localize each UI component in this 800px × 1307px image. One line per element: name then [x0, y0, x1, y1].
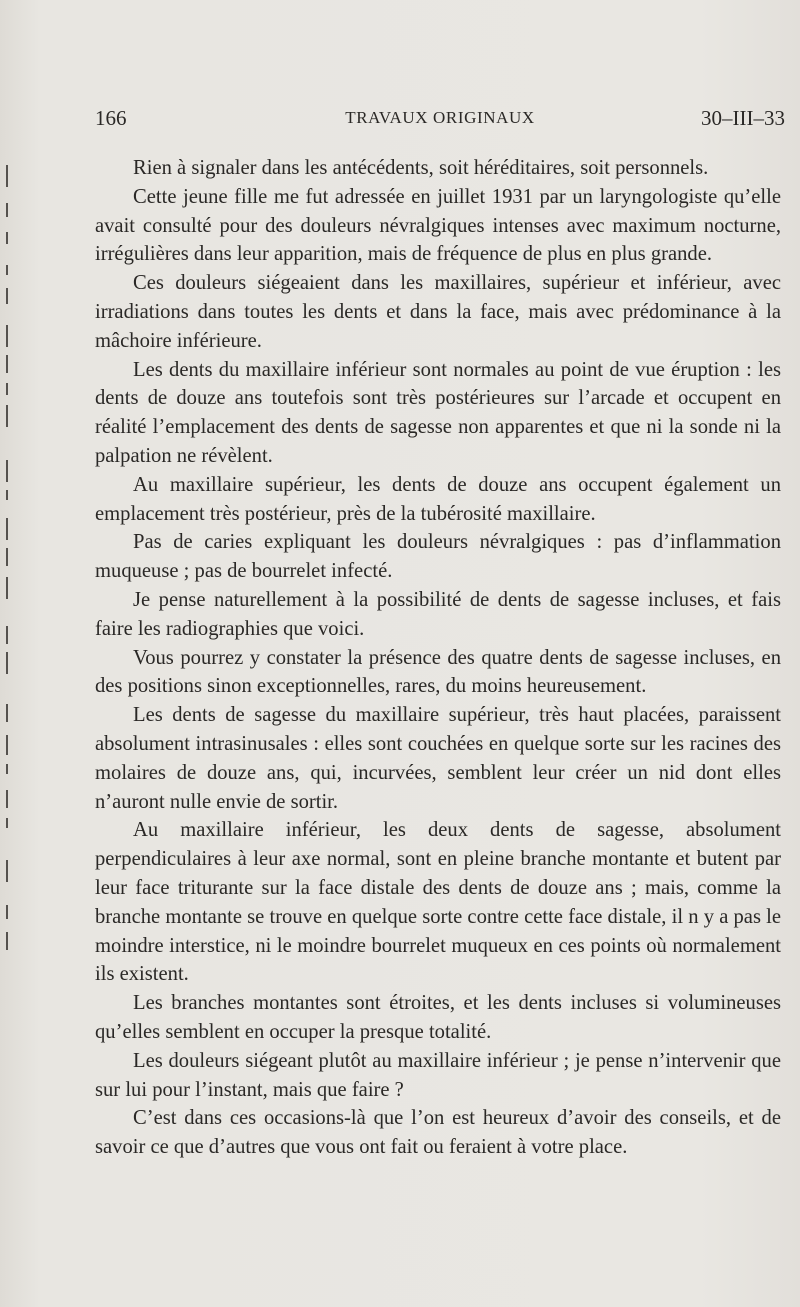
paragraph: Pas de caries expliquant les douleurs névralgiques : pas d’inflammation muqueuse ; pas de bourrelet infecté.: [95, 531, 781, 583]
margin-mark: [6, 905, 8, 919]
paragraph: Les dents du maxillaire inférieur sont normales au point de vue éruption : les dents de douze ans toutefois sont très postérieures sur l’arcade et occupent en réalité l’emplacement des dents de sagesse non apparentes et que ni la sonde ni la palpation ne révèlent.: [95, 358, 781, 467]
body-text: [95, 154, 781, 1162]
margin-mark: [6, 203, 8, 217]
margin-mark: [6, 490, 8, 500]
paragraph: Les douleurs siégeant plutôt au maxillaire inférieur ; je pense n’intervenir que sur lui pour l’instant, mais que faire ?: [95, 1049, 781, 1101]
paragraph: C’est dans ces occasions-là que l’on est heureux d’avoir des conseils, et de savoir ce que d’autres que vous ont fait ou feraient à votre place.: [95, 1107, 781, 1159]
paragraph: Vous pourrez y constater la présence des quatre dents de sagesse incluses, en des positions sinon exceptionnelles, rares, du moins heureusement.: [95, 646, 781, 698]
margin-mark: [6, 932, 8, 950]
margin-mark: [6, 405, 8, 427]
paragraph: Au maxillaire inférieur, les deux dents de sagesse, absolument perpendiculaires à leur axe normal, sont en pleine branche montante et butent par leur face triturante sur la face distale des dents de douze ans ; mais, comme la branche montante se trouve en quelque sorte contre cette face distale, il n y a pas le moindre interstice, ni le moindre bourrelet muqueux en ces points où normalement ils existent.: [95, 819, 781, 986]
margin-mark: [6, 735, 8, 755]
margin-mark: [6, 460, 8, 482]
margin-mark: [6, 704, 8, 722]
margin-mark: [6, 818, 8, 828]
margin-mark: [6, 626, 8, 644]
margin-mark: [6, 518, 8, 540]
paragraph: Je pense naturellement à la possibilité de dents de sagesse incluses, et fais faire les radiographies que voici.: [95, 588, 781, 640]
paragraph: Les dents de sagesse du maxillaire supérieur, très haut placées, paraissent absolument intrasinusales : elles sont couchées en quelque sorte sur les racines des molaires de douze ans, qui, incurvées, semblent leur créer un nid dont elles n’auront nulle envie de sortir.: [95, 704, 781, 813]
margin-mark: [6, 325, 8, 347]
paragraph: Les branches montantes sont étroites, et les dents incluses si volumineuses qu’elles semblent en occuper la presque totalité.: [95, 992, 781, 1043]
margin-mark: [6, 355, 8, 373]
paragraph: Cette jeune fille me fut adressée en juillet 1931 par un laryngologiste qu’elle avait consulté pour des douleurs névralgiques intenses avec maximum nocturne, irrégulières dans leur apparition, mais de fréquence de plus en plus grande.: [95, 185, 781, 266]
margin-mark: [6, 548, 8, 566]
margin-mark: [6, 860, 8, 882]
margin-mark: [6, 288, 8, 304]
header-date: 30–III–33: [701, 106, 785, 130]
paragraph: Ces douleurs siégeaient dans les maxillaires, supérieur et inférieur, avec irradiations dans toutes les dents et dans la face, mais avec prédominance à la mâchoire inférieure.: [95, 272, 781, 352]
margin-mark: [6, 232, 8, 244]
margin-mark: [6, 165, 8, 187]
margin-mark: [6, 790, 8, 808]
margin-mark: [6, 652, 8, 674]
paragraph: Au maxillaire supérieur, les dents de douze ans occupent également un emplacement très postérieur, près de la tubérosité maxillaire.: [95, 473, 781, 525]
paragraph: Rien à signaler dans les antécédents, soit héréditaires, soit personnels.: [133, 157, 709, 179]
margin-mark: [6, 764, 8, 774]
page-header: [95, 104, 785, 132]
page-number: 166: [95, 106, 127, 130]
margin-mark: [6, 383, 8, 395]
running-title: TRAVAUX ORIGINAUX: [345, 108, 535, 127]
margin-mark: [6, 577, 8, 599]
margin-mark: [6, 265, 8, 275]
